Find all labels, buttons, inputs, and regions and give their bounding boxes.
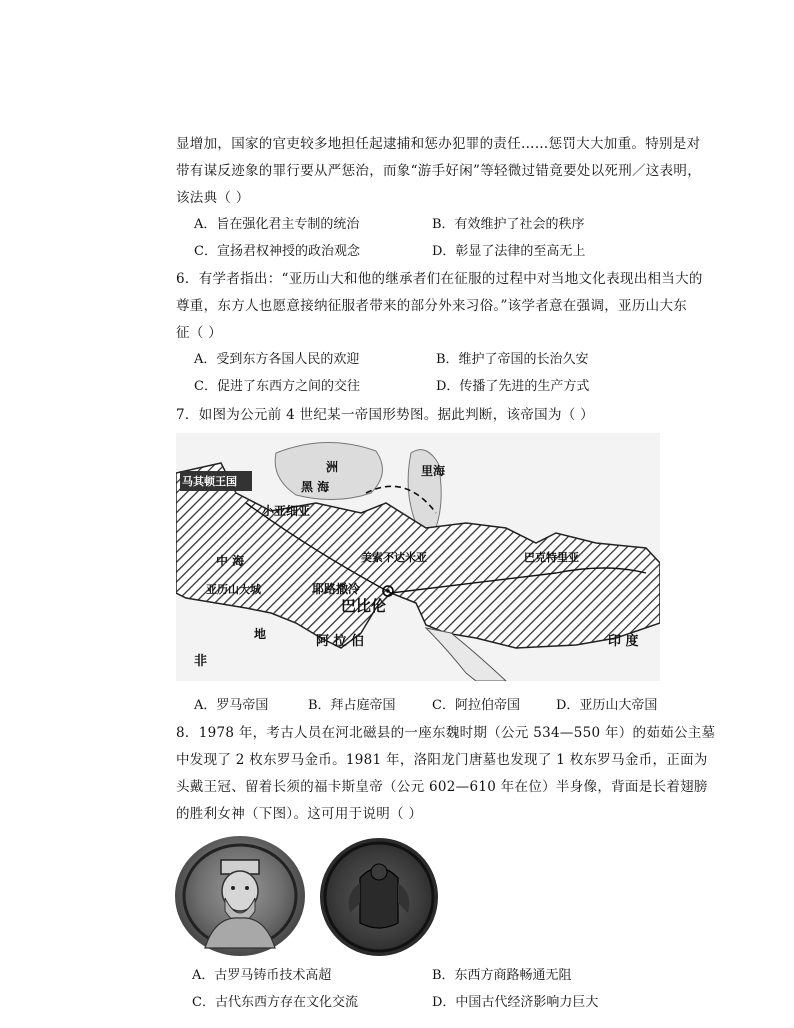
label-mediterranean: 中 海: [216, 554, 245, 568]
coin-obverse-portrait: [175, 836, 305, 956]
q8-stem-line-3: 头戴王冠、留着长须的福卡斯皇帝（公元 602—610 年在位）半身像，背面是长着翅膀: [176, 779, 708, 795]
empire-map: [176, 433, 660, 681]
label-asia-minor: 小亚细亚: [262, 504, 311, 518]
q8-option-a: A．古罗马铸币技术高超: [192, 968, 332, 983]
label-bactria: 巴克特里亚: [524, 551, 579, 564]
label-black-sea: 黑 海: [301, 480, 330, 494]
label-europe: 洲: [326, 460, 339, 474]
label-mesopotamia: 美索不达米亚: [361, 551, 427, 564]
q5-stem-line-2: 带有谋反迹象的罪行要从严惩治，而象“游手好闲”等轻微过错竟要处以死刑／这表明，: [176, 163, 702, 179]
label-alexandria: 亚历山大城: [206, 583, 261, 596]
q8-option-c: C．古代东西方存在文化交流: [192, 995, 358, 1010]
q7-stem: 7．如图为公元前 4 世纪某一帝国形势图。据此判断，该帝国为（ ）: [176, 407, 594, 423]
q7-option-a: A．罗马帝国: [194, 698, 269, 713]
q6-option-a: A．受到东方各国人民的欢迎: [194, 352, 360, 367]
q5-option-b: B．有效维护了社会的秩序: [432, 217, 585, 232]
label-caspian: 里海: [421, 464, 446, 478]
q5-stem-line-1: 显增加，国家的官吏较多地担任起逮捕和惩办犯罪的责任……惩罚大大加重。特别是对: [176, 136, 701, 152]
q5-option-c: C．宣扬君权神授的政治观念: [194, 244, 360, 259]
q6-option-d: D．传播了先进的生产方式: [436, 379, 590, 394]
label-jerusalem: 耶路撒冷: [312, 582, 361, 596]
q6-option-c: C．促进了东西方之间的交往: [194, 379, 360, 394]
coin-reverse-victory: [320, 838, 438, 956]
q7-option-b: B．拜占庭帝国: [308, 698, 396, 713]
label-di: 地: [254, 627, 267, 641]
q6-stem-line-2: 尊重，东方人也愿意接纳征服者带来的部分外来习俗。”该学者意在强调，亚历山大东: [176, 298, 688, 314]
babylon-marker-dot: [386, 589, 390, 593]
q6-stem-line-1: 6．有学者指出：“亚历山大和他的继承者们在征服的过程中对当地文化表现出相当大的: [176, 271, 703, 287]
q8-stem-line-1: 8．1978 年，考古人员在河北磁县的一座东魏时期（公元 534—550 年）的茹茹公主墓: [176, 725, 716, 741]
q8-option-d: D．中国古代经济影响力巨大: [432, 995, 599, 1010]
label-arabia: 阿 拉 伯: [316, 634, 365, 649]
q6-stem-line-3: 征（ ）: [176, 325, 222, 341]
q8-stem-line-2: 中发现了 2 枚东罗马金币。1981 年，洛阳龙门唐墓也发现了 1 枚东罗马金币，正面为: [176, 752, 708, 768]
q8-stem-line-4: 的胜利女神（下图）。这可用于说明（ ）: [176, 806, 423, 822]
q5-option-d: D．彰显了法律的至高无上: [432, 244, 586, 259]
q6-option-b: B．维护了帝国的长治久安: [436, 352, 589, 367]
q5-option-a: A．旨在强化君主专制的统治: [194, 217, 360, 232]
q7-option-c: C．阿拉伯帝国: [432, 698, 520, 713]
label-india: 印 度: [608, 634, 639, 649]
q5-stem-line-3: 该法典（ ）: [176, 190, 250, 206]
coin-obverse-image: [175, 836, 305, 956]
q8-option-b: B．东西方商路畅通无阻: [432, 968, 572, 983]
empire-map-svg: [176, 433, 660, 681]
label-babylon: 巴比伦: [341, 597, 387, 615]
q7-option-d: D．亚历山大帝国: [556, 698, 658, 713]
label-macedonia: 马其顿王国: [182, 475, 237, 488]
label-africa: 非: [194, 654, 208, 669]
coin-reverse-image: [320, 838, 438, 956]
